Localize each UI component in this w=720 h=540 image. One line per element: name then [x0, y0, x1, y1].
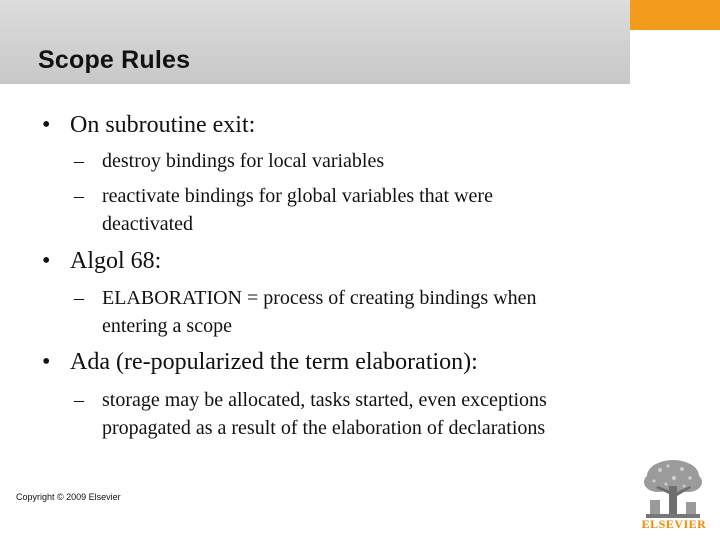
bullet-dot: •: [42, 349, 51, 375]
sub-bullet-text: reactivate bindings for global variables that were: [102, 185, 493, 207]
copyright-notice: Copyright © 2009 Elsevier: [16, 492, 121, 502]
bullet-dot: •: [42, 112, 51, 138]
bullet-text: On subroutine exit:: [70, 112, 256, 138]
sub-bullet-dash: –: [74, 389, 84, 411]
bullet-text: Ada (re-popularized the term elaboration):: [70, 349, 478, 375]
sub-bullet-text: deactivated: [102, 213, 194, 235]
bullet-text: Algol 68:: [70, 248, 162, 274]
sub-bullet-text: ELABORATION = process of creating bindings when: [102, 287, 537, 309]
sub-bullet-dash: –: [74, 287, 84, 309]
bullet-dot: •: [42, 248, 51, 274]
sub-bullet-text: destroy bindings for local variables: [102, 150, 385, 172]
elsevier-wordmark: ELSEVIER: [641, 517, 707, 531]
sub-bullet-text: storage may be allocated, tasks started, even exceptions: [102, 389, 547, 411]
sub-bullet-text: entering a scope: [102, 315, 232, 337]
sub-bullet-text: propagated as a result of the elaboration of declarations: [102, 417, 546, 439]
sub-bullet-dash: –: [74, 150, 84, 172]
sub-bullet-dash: –: [74, 185, 84, 207]
slide-title: Scope Rules: [38, 46, 191, 74]
